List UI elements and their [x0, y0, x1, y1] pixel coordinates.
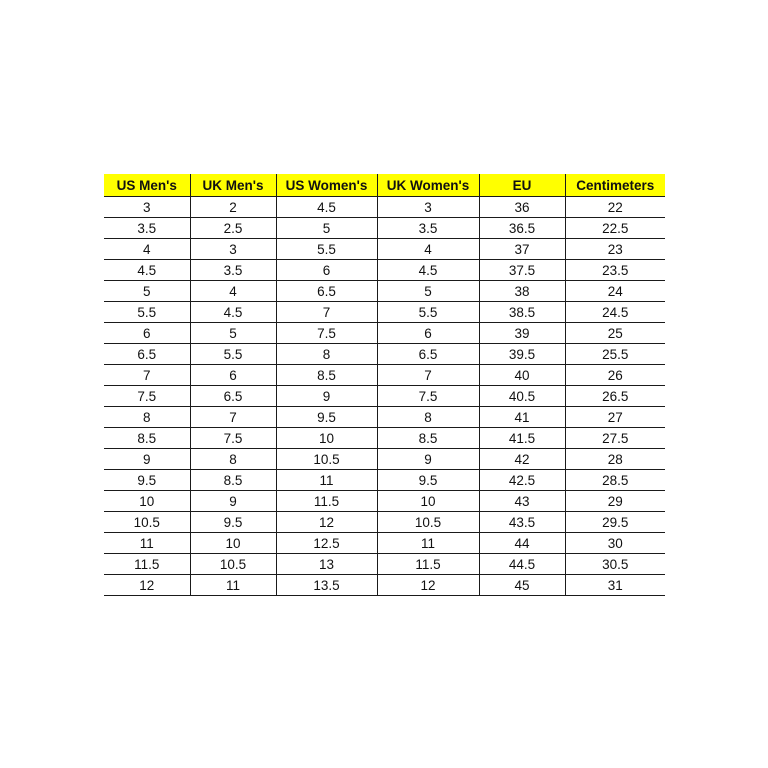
cell-us-womens: 10: [276, 428, 377, 449]
table-row: [104, 533, 665, 554]
column-header-centimeters: Centimeters: [565, 175, 665, 197]
table-row: [104, 449, 665, 470]
column-header-us-mens: US Men's: [104, 175, 190, 197]
cell-us-mens: 4: [104, 239, 190, 260]
cell-us-mens: 3: [104, 197, 190, 218]
cell-uk-mens: 2: [190, 197, 276, 218]
cell-us-womens: 9.5: [276, 407, 377, 428]
table-row: [104, 470, 665, 491]
cell-uk-mens: 5.5: [190, 344, 276, 365]
cell-uk-womens: 10.5: [377, 512, 479, 533]
cell-eu: 37.5: [479, 260, 565, 281]
size-chart-table: [104, 174, 665, 596]
cell-us-womens: 7.5: [276, 323, 377, 344]
cell-centimeters: 29: [565, 491, 665, 512]
cell-uk-mens: 3.5: [190, 260, 276, 281]
cell-uk-womens: 12: [377, 575, 479, 596]
table-row: [104, 554, 665, 575]
cell-us-womens: 7: [276, 302, 377, 323]
cell-uk-womens: 5: [377, 281, 479, 302]
cell-centimeters: 22.5: [565, 218, 665, 239]
cell-uk-womens: 4: [377, 239, 479, 260]
table-row: [104, 260, 665, 281]
table-row: [104, 491, 665, 512]
cell-eu: 39: [479, 323, 565, 344]
cell-us-womens: 11.5: [276, 491, 377, 512]
cell-us-womens: 8: [276, 344, 377, 365]
cell-us-womens: 6: [276, 260, 377, 281]
cell-us-womens: 12.5: [276, 533, 377, 554]
cell-eu: 39.5: [479, 344, 565, 365]
cell-uk-womens: 5.5: [377, 302, 479, 323]
cell-us-mens: 7: [104, 365, 190, 386]
cell-us-mens: 11: [104, 533, 190, 554]
cell-us-womens: 13: [276, 554, 377, 575]
cell-us-mens: 5: [104, 281, 190, 302]
cell-us-womens: 11: [276, 470, 377, 491]
cell-centimeters: 27.5: [565, 428, 665, 449]
cell-eu: 44: [479, 533, 565, 554]
cell-uk-womens: 9.5: [377, 470, 479, 491]
cell-eu: 41.5: [479, 428, 565, 449]
cell-centimeters: 25.5: [565, 344, 665, 365]
cell-uk-mens: 6: [190, 365, 276, 386]
cell-us-womens: 8.5: [276, 365, 377, 386]
cell-uk-womens: 7.5: [377, 386, 479, 407]
cell-uk-mens: 10.5: [190, 554, 276, 575]
cell-eu: 45: [479, 575, 565, 596]
cell-centimeters: 24.5: [565, 302, 665, 323]
cell-us-mens: 8: [104, 407, 190, 428]
cell-eu: 42.5: [479, 470, 565, 491]
cell-uk-womens: 11.5: [377, 554, 479, 575]
table-row: [104, 302, 665, 323]
cell-centimeters: 31: [565, 575, 665, 596]
cell-us-womens: 5: [276, 218, 377, 239]
cell-uk-womens: 3.5: [377, 218, 479, 239]
cell-us-mens: 12: [104, 575, 190, 596]
cell-uk-womens: 4.5: [377, 260, 479, 281]
cell-us-mens: 7.5: [104, 386, 190, 407]
cell-uk-mens: 10: [190, 533, 276, 554]
table-body: [104, 197, 665, 596]
cell-eu: 36: [479, 197, 565, 218]
cell-uk-mens: 2.5: [190, 218, 276, 239]
cell-uk-mens: 7.5: [190, 428, 276, 449]
column-header-uk-mens: UK Men's: [190, 175, 276, 197]
cell-centimeters: 28: [565, 449, 665, 470]
cell-us-mens: 6.5: [104, 344, 190, 365]
cell-centimeters: 22: [565, 197, 665, 218]
cell-us-womens: 6.5: [276, 281, 377, 302]
cell-eu: 40.5: [479, 386, 565, 407]
cell-us-mens: 8.5: [104, 428, 190, 449]
cell-centimeters: 29.5: [565, 512, 665, 533]
cell-eu: 41: [479, 407, 565, 428]
cell-centimeters: 30: [565, 533, 665, 554]
cell-eu: 40: [479, 365, 565, 386]
table-row: [104, 239, 665, 260]
cell-uk-mens: 9: [190, 491, 276, 512]
table-row: [104, 197, 665, 218]
cell-us-mens: 10.5: [104, 512, 190, 533]
table-row: [104, 428, 665, 449]
cell-eu: 38.5: [479, 302, 565, 323]
cell-uk-mens: 5: [190, 323, 276, 344]
cell-centimeters: 26.5: [565, 386, 665, 407]
column-header-eu: EU: [479, 175, 565, 197]
cell-us-mens: 3.5: [104, 218, 190, 239]
cell-us-mens: 6: [104, 323, 190, 344]
cell-uk-womens: 8: [377, 407, 479, 428]
cell-us-mens: 9: [104, 449, 190, 470]
cell-us-womens: 12: [276, 512, 377, 533]
table-row: [104, 407, 665, 428]
cell-uk-womens: 3: [377, 197, 479, 218]
table-row: [104, 386, 665, 407]
cell-centimeters: 23: [565, 239, 665, 260]
cell-uk-mens: 6.5: [190, 386, 276, 407]
cell-eu: 43.5: [479, 512, 565, 533]
cell-uk-mens: 8.5: [190, 470, 276, 491]
cell-us-womens: 10.5: [276, 449, 377, 470]
table-row: [104, 218, 665, 239]
cell-uk-mens: 4: [190, 281, 276, 302]
cell-uk-mens: 4.5: [190, 302, 276, 323]
cell-eu: 37: [479, 239, 565, 260]
cell-us-womens: 9: [276, 386, 377, 407]
column-header-uk-womens: UK Women's: [377, 175, 479, 197]
table-row: [104, 344, 665, 365]
cell-us-mens: 9.5: [104, 470, 190, 491]
cell-us-mens: 10: [104, 491, 190, 512]
cell-uk-mens: 8: [190, 449, 276, 470]
column-header-us-womens: US Women's: [276, 175, 377, 197]
cell-centimeters: 23.5: [565, 260, 665, 281]
cell-uk-womens: 6.5: [377, 344, 479, 365]
table-row: [104, 512, 665, 533]
cell-eu: 42: [479, 449, 565, 470]
table-row: [104, 365, 665, 386]
cell-uk-womens: 10: [377, 491, 479, 512]
cell-uk-womens: 6: [377, 323, 479, 344]
cell-uk-womens: 9: [377, 449, 479, 470]
table-row: [104, 323, 665, 344]
cell-us-mens: 11.5: [104, 554, 190, 575]
cell-us-womens: 13.5: [276, 575, 377, 596]
cell-uk-mens: 11: [190, 575, 276, 596]
cell-centimeters: 26: [565, 365, 665, 386]
cell-eu: 44.5: [479, 554, 565, 575]
table-row: [104, 281, 665, 302]
cell-uk-mens: 3: [190, 239, 276, 260]
table-header: [104, 175, 665, 197]
cell-eu: 38: [479, 281, 565, 302]
cell-uk-womens: 11: [377, 533, 479, 554]
cell-uk-mens: 9.5: [190, 512, 276, 533]
cell-uk-mens: 7: [190, 407, 276, 428]
cell-centimeters: 27: [565, 407, 665, 428]
cell-us-mens: 5.5: [104, 302, 190, 323]
header-row: [104, 175, 665, 197]
cell-eu: 36.5: [479, 218, 565, 239]
cell-centimeters: 25: [565, 323, 665, 344]
cell-centimeters: 28.5: [565, 470, 665, 491]
table-row: [104, 575, 665, 596]
cell-eu: 43: [479, 491, 565, 512]
cell-us-womens: 5.5: [276, 239, 377, 260]
cell-uk-womens: 7: [377, 365, 479, 386]
cell-centimeters: 30.5: [565, 554, 665, 575]
cell-centimeters: 24: [565, 281, 665, 302]
cell-us-womens: 4.5: [276, 197, 377, 218]
cell-uk-womens: 8.5: [377, 428, 479, 449]
cell-us-mens: 4.5: [104, 260, 190, 281]
